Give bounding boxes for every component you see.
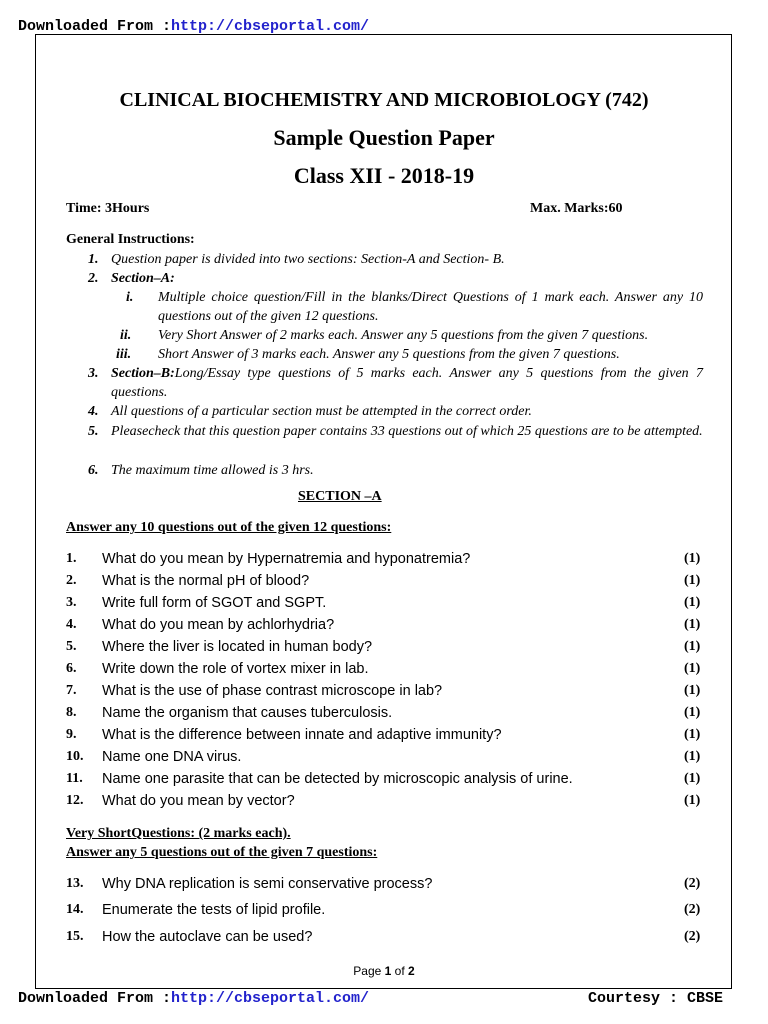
section-a-title: SECTION –A [298,489,382,504]
question-row: 7. What is the use of phase contrast microscope in lab? (1) [66,683,701,699]
question-row: 4. What do you mean by achlorhydria? (1) [66,617,701,633]
question-row: 13. Why DNA replication is semi conservative process? (2) [66,876,701,892]
question-row: 5. Where the liver is located in human body? (1) [66,639,701,655]
bottom-download-banner [18,990,369,1007]
question-row: 14. Enumerate the tests of lipid profile. (2) [66,902,701,918]
courtesy-label: Courtesy : CBSE [588,990,724,1007]
question-row: 1. What do you mean by Hypernatremia and hyponatremia? (1) [66,551,701,567]
top-download-banner [18,18,369,35]
page-number: Page 1 of 2 [353,964,415,978]
banner-url-link[interactable]: http://cbseportal.com/ [171,990,370,1007]
very-short-subtitle: Answer any 5 questions out of the given 7 questions: [66,845,378,860]
paper-title: Sample Question Paper [273,125,495,150]
banner-prefix: Downloaded From : [18,990,172,1007]
question-row: 15. How the autoclave can be used? (2) [66,929,701,945]
section-a-subtitle: Answer any 10 questions out of the given 12 questions: [66,520,392,535]
time-allowed: Time: 3Hours [66,201,150,216]
instructions-heading: General Instructions: [66,232,195,247]
max-marks: Max. Marks:60 [530,201,623,216]
subject-title: CLINICAL BIOCHEMISTRY AND MICROBIOLOGY (742) [119,89,649,111]
banner-url-link[interactable]: http://cbseportal.com/ [171,18,370,35]
banner-prefix: Downloaded From : [18,18,172,35]
question-row: 11. Name one parasite that can be detected by microscopic analysis of urine. (1) [66,771,701,787]
question-row: 6. Write down the role of vortex mixer in lab. (1) [66,661,701,677]
question-row: 9. What is the difference between innate and adaptive immunity? (1) [66,727,701,743]
class-title: Class XII - 2018-19 [293,163,475,188]
question-row: 12. What do you mean by vector? (1) [66,793,701,809]
question-row: 2. What is the normal pH of blood? (1) [66,573,701,589]
question-row: 3. Write full form of SGOT and SGPT. (1) [66,595,701,611]
very-short-title: Very ShortQuestions: (2 marks each). [66,826,291,841]
question-row: 10. Name one DNA virus. (1) [66,749,701,765]
question-row: 8. Name the organism that causes tuberculosis. (1) [66,705,701,721]
